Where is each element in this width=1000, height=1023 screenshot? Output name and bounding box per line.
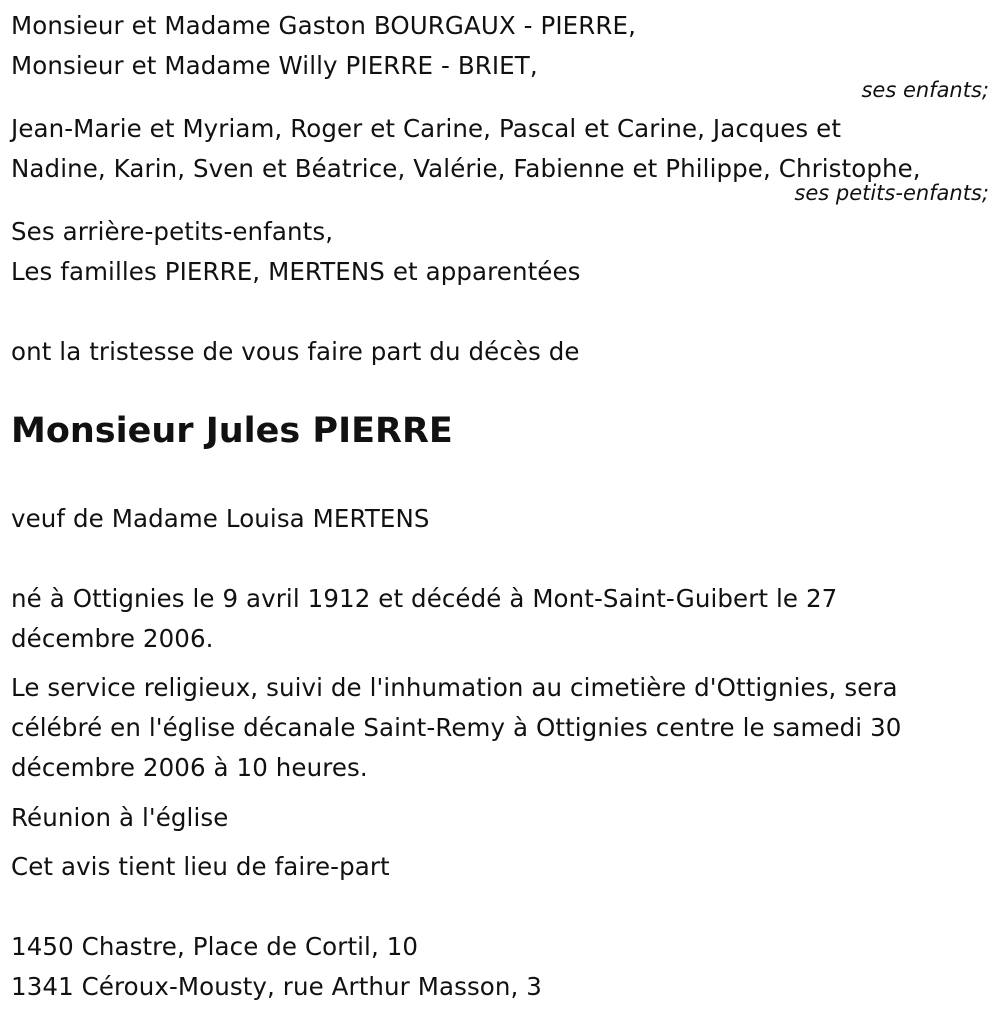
children-line-2: Monsieur et Madame Willy PIERRE - BRIET, bbox=[11, 51, 538, 80]
children-role: ses enfants; bbox=[861, 78, 989, 102]
great-grandchildren-line: Ses arrière-petits-enfants, bbox=[11, 217, 334, 246]
grandchildren-line-1: Jean-Marie et Myriam, Roger et Carine, Pascal et Carine, Jacques et bbox=[11, 114, 842, 143]
widower-line: veuf de Madame Louisa MERTENS bbox=[11, 504, 430, 533]
address-line-1: 1450 Chastre, Place de Cortil, 10 bbox=[11, 932, 419, 961]
deceased-name: Monsieur Jules PIERRE bbox=[11, 411, 453, 451]
children-line-1: Monsieur et Madame Gaston BOURGAUX - PIERRE, bbox=[11, 11, 636, 40]
families-line: Les familles PIERRE, MERTENS et apparentées bbox=[11, 257, 581, 286]
service-line-3: décembre 2006 à 10 heures. bbox=[11, 753, 368, 782]
grandchildren-line-2: Nadine, Karin, Sven et Béatrice, Valérie, Fabienne et Philippe, Christophe, bbox=[11, 154, 921, 183]
faire-part-note: Cet avis tient lieu de faire-part bbox=[11, 852, 390, 881]
service-line-1: Le service religieux, suivi de l'inhumation au cimetière d'Ottignies, sera bbox=[11, 673, 898, 702]
address-line-2: 1341 Céroux-Mousty, rue Arthur Masson, 3 bbox=[11, 972, 542, 1001]
birth-death-line-1: né à Ottignies le 9 avril 1912 et décédé à Mont-Saint-Guibert le 27 bbox=[11, 584, 838, 613]
meeting-line: Réunion à l'église bbox=[11, 803, 229, 832]
birth-death-line-2: décembre 2006. bbox=[11, 624, 214, 653]
announcement-line: ont la tristesse de vous faire part du décès de bbox=[11, 337, 580, 366]
service-line-2: célébré en l'église décanale Saint-Remy à Ottignies centre le samedi 30 bbox=[11, 713, 902, 742]
grandchildren-role: ses petits-enfants; bbox=[794, 181, 989, 205]
